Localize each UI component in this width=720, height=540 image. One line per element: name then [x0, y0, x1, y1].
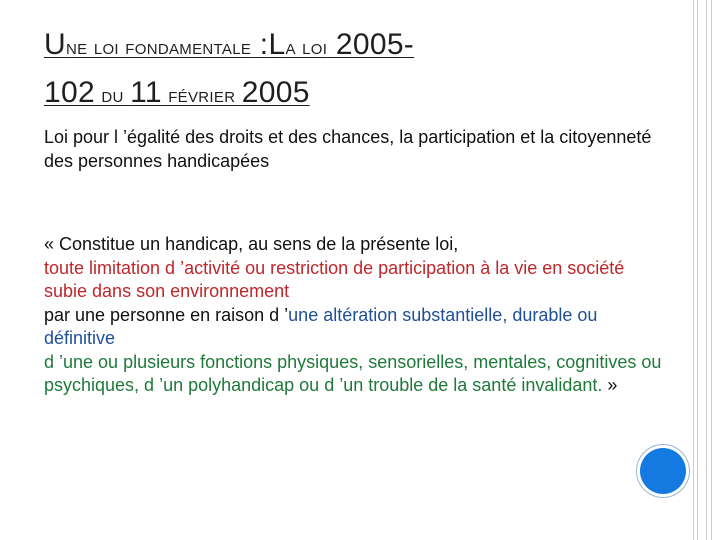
title-initial: U: [44, 28, 66, 61]
title-number: 11: [130, 76, 162, 109]
title-colon: :: [251, 28, 269, 61]
title-text: du: [94, 82, 131, 107]
quote-paragraph: [44, 233, 664, 398]
quote-green-text: d ’une ou plusieurs fonctions physiques, sensorielles, mentales, cognitives ou psychiques, d ’un polyhandicap ou d ’un trouble de la santé invalidant.: [44, 351, 662, 395]
border-line: [693, 0, 694, 540]
title-text: février: [161, 82, 242, 107]
quote-open: « Constitue un handicap, au sens de la présente loi,: [44, 234, 459, 254]
decorative-circle: [640, 448, 686, 494]
title-text: ne loi fondamentale: [65, 34, 252, 59]
border-line: [706, 0, 707, 540]
slide-title: [44, 22, 654, 118]
title-number: 2005-: [327, 28, 415, 61]
border-line: [697, 0, 698, 540]
quote-red-text: toute limitation d ’activité ou restriction de participation à la vie en société subie dans son environnement: [44, 257, 625, 301]
quote-blue-text: une altération substantielle, durable ou définitive: [44, 304, 598, 348]
title-initial: L: [268, 28, 286, 61]
title-number: 2005: [241, 76, 310, 109]
quote-text: une personne en raison d ’: [70, 304, 289, 325]
intro-paragraph: Loi pour l ’égalité des droits et des chances, la participation et la citoyenneté des personnes handicapées: [44, 127, 652, 171]
border-line: [711, 0, 712, 540]
quote-close: »: [602, 375, 618, 395]
title-number: 102: [44, 76, 95, 109]
title-text: a loi: [285, 34, 328, 59]
quote-par: par: [44, 304, 71, 325]
